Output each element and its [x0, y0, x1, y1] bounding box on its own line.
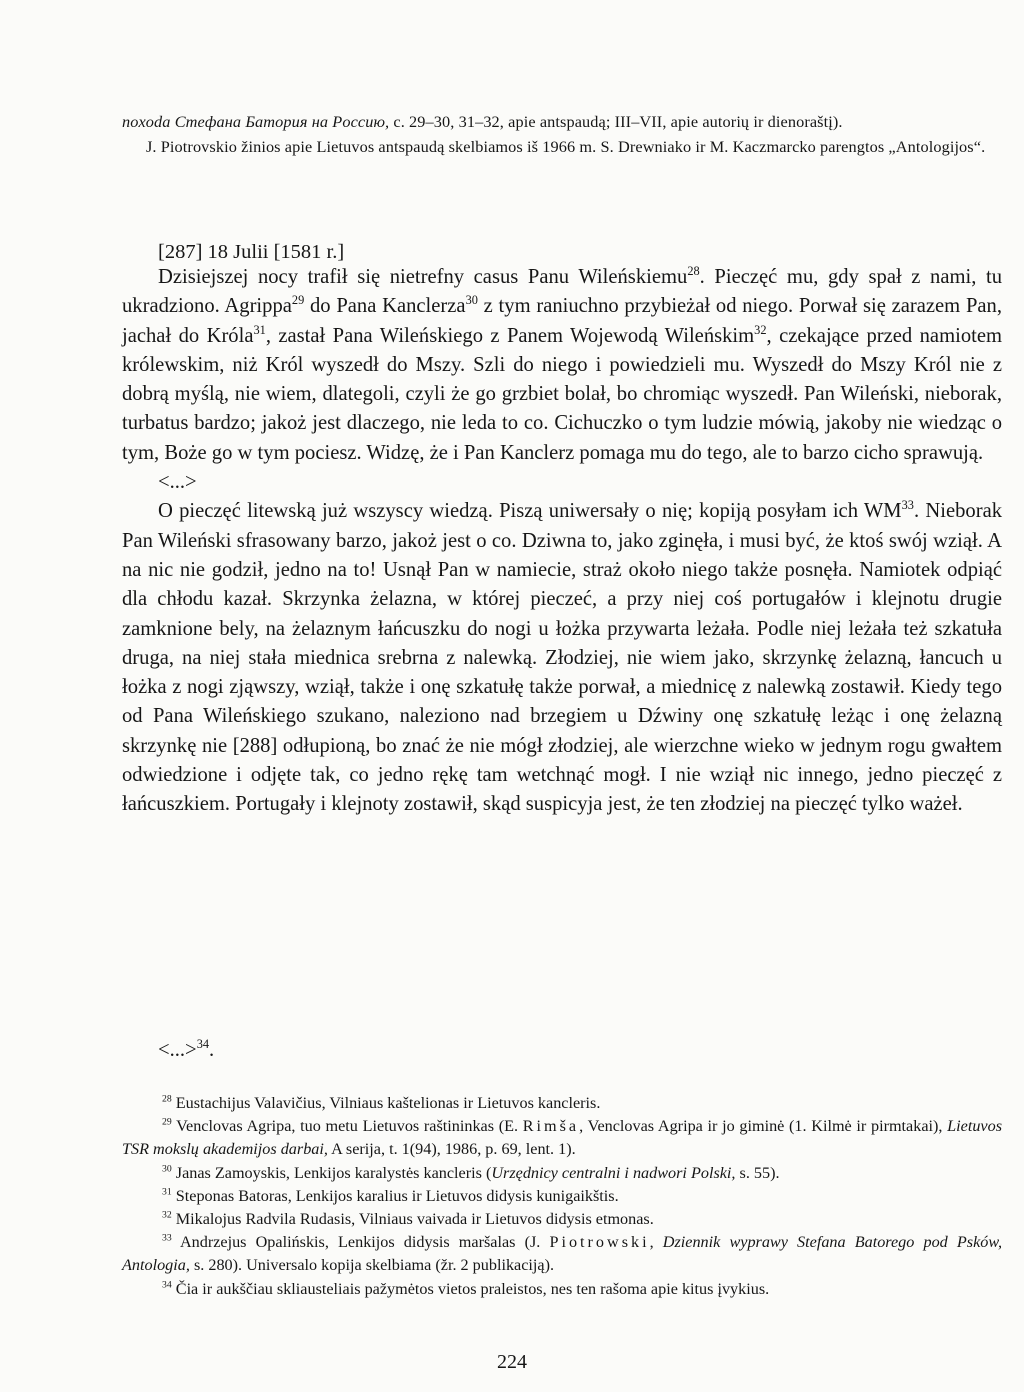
text-run: , czekające przed namiotem królewskim, niż Król wyszedł do Mszy. Szli do niego i powiedzieli mu. Wyszedł do Mszy Król nie z dobrą myślą, nie wiem, dlategoli, czyli że go grzbiet bolał, bo chromiąc wyszedł. Pan Wileński, nieborak, turbatus bardzo; jakoż jest dlaczego, nie leda to co. Cichuczko o tym ludzie mówią, jakoby nie wiedząc o tym, Boże go w tym pociesz. Widzę, że i Pan Kanclerz pomaga mu do tego, ale to barzo cicho sprawują. — [122, 324, 1002, 464]
footnotes — [122, 1092, 1002, 1301]
footnote-ref-28: 28 — [687, 264, 700, 279]
intro-line-1 — [122, 110, 1002, 135]
footnote-ref-32: 32 — [754, 322, 767, 337]
page-number: 224 — [497, 1351, 527, 1373]
footnote-ref-31: 31 — [253, 322, 266, 337]
footnote-34 — [122, 1278, 1002, 1301]
omission-marker-2 — [158, 1036, 214, 1064]
text-run: . Nieborak Pan Wileński sfrasowany barzo, jakoż jest o co. Dziwna to, jako zginęła, i musi być, że ktoś swój wziął. A na nic nie godził, jedno na to! Usnął Pan w namiecie, straż około niego także posnęła. Namiotek odpiąć dla chłodu kazał. Skrzynka żelazna, w której pieczeć, a przy niej coś portugałów i klejnotu drugie zamknione bely, na żelaznym łańcuszku do nogi u łożka przywarta leżała. Podle niej leżała też szkatuła druga, na niej stała miednica srebrna z nalewką. Złodziej, nie wiem jako, skrzynkę żelazną, łancuch u łożka z nogi zjąwszy, wziął, także i onę szkatułę także porwał, a miednicę z nalewką zostawił. Kiedy tego od Pana Wileńskiego szukano, naleziono nad brzegiem u Dźwiny onę szkatułę leżąc i onę żelazną skrzynkę nie [288] odłupioną, bo znać że nie mógł złodziej, ale wierzchne wieko w jednym rogu gwałtem odwiedzione i odjęte tak, co jedno rękę tam wetchnąć mogł. I nie wziął nic innego, jedno pieczęć z łańcuszkiem. Portugały i klejnoty zostawił, skąd suspicyja jest, że ten złodziej na pieczęć tylko ważeł. — [122, 500, 1003, 816]
footnote-29 — [122, 1115, 1002, 1161]
intro-line-1-rest: c. 29–30, 31–32, apie antspaudą; III–VII, apie autorių ir dienoraštį). — [389, 112, 843, 131]
text-run: . Pieczęć mu, gdy spał z nami, tu ukradziono. Agrippa — [122, 266, 1002, 318]
footnote-ref-33: 33 — [901, 498, 914, 513]
footnote-italic-title: Urzędnicy centralni i nadwori Polski, — [491, 1163, 736, 1182]
footnote-italic-title: Dziennik wyprawy Stefana Batorego pod Psków, Antologia, — [122, 1233, 1003, 1275]
text-run: O pieczęć litewską już wszyscy wiedzą. Piszą uniwersały o nię; kopiją posyłam ich WM — [158, 500, 902, 523]
omission-end: . — [209, 1039, 215, 1061]
diary-entry-body — [122, 263, 1002, 820]
omission-text: <...> — [158, 1039, 197, 1061]
intro-line-2: J. Piotrovskio žinios apie Lietuvos antspaudą skelbiamos iš 1966 m. S. Drewniako ir M. Kaczmarcko parengtos „Antologijos“. — [146, 136, 986, 156]
footnote-text: , Venclovas Agripa ir jo giminė (1. Kilmė ir pirmtakai), — [579, 1117, 948, 1136]
text-run: , zastał Pana Wileńskiego z Panem Wojewodą Wileńskim — [265, 324, 755, 347]
footnote-text: Venclovas Agripa, tuo metu Lietuvos raštininkas (E. — [176, 1117, 523, 1136]
footnote-31 — [122, 1185, 1002, 1208]
footnote-number: 33 — [162, 1232, 172, 1244]
omission-marker-1: <...> — [158, 471, 197, 494]
footnote-33 — [122, 1231, 1002, 1277]
footnote-text: Eustachijus Valavičius, Vilniaus kaštelionas ir Lietuvos kancleris. — [175, 1094, 601, 1112]
intro-title-italic: noxoda Cmeфaнa Бamopuя нa Poccuю, — [122, 112, 390, 131]
footnote-30 — [122, 1162, 1002, 1185]
spaced-author-name: Piotrowski — [549, 1233, 650, 1252]
footnote-text: Mikalojus Radvila Rudasis, Vilniaus vaivada ir Lietuvos didysis etmonas. — [175, 1210, 654, 1229]
text-run: do Pana Kanclerza — [304, 295, 466, 318]
footnote-text: s. 280). Universalo kopija skelbiama (žr. 2 publikaciją). — [189, 1256, 555, 1275]
footnote-text: Čia ir aukščiau skliausteliais pažymėtos vietos praleistos, nes ten rašoma apie kitus įvykius. — [175, 1279, 770, 1298]
footnote-ref-29: 29 — [291, 293, 305, 308]
footnote-text: Janas Zamoyskis, Lenkijos karalystės kancleris ( — [175, 1163, 492, 1182]
entry-paragraph-1 — [122, 263, 1002, 468]
footnote-text: Steponas Batoras, Lenkijos karalius ir Lietuvos didysis kunigaikštis. — [175, 1186, 619, 1205]
footnote-32 — [122, 1208, 1002, 1231]
footnote-number: 34 — [162, 1279, 172, 1291]
footnote-text: s. 55). — [735, 1163, 780, 1182]
footnote-28 — [122, 1092, 1002, 1115]
entry-date-heading: [287] 18 Julii [1581 r.] — [158, 241, 345, 263]
footnote-ref-34: 34 — [196, 1037, 210, 1052]
footnote-number: 29 — [162, 1116, 172, 1128]
footnote-italic-title: Lietuvos TSR mokslų akademijos darbai, — [122, 1117, 1003, 1159]
footnote-text: Andrzejus Opalińskis, Lenkijos didysis maršalas (J. — [179, 1233, 550, 1252]
footnote-text: , — [649, 1233, 663, 1252]
footnote-number: 30 — [162, 1163, 172, 1175]
spaced-author-name: Rimša — [522, 1117, 580, 1136]
intro-note — [122, 110, 1002, 159]
text-run: z tym raniuchno przybieżał od niego. Porwał się zarazem Pan, jachał do Króla — [122, 295, 1002, 347]
footnote-text: A serija, t. 1(94), 1986, p. 69, lent. 1). — [327, 1140, 576, 1159]
footnote-number: 28 — [162, 1093, 172, 1105]
footnote-ref-30: 30 — [465, 293, 478, 308]
footnote-number: 32 — [162, 1209, 172, 1221]
footnote-number: 31 — [162, 1186, 172, 1198]
entry-paragraph-2 — [122, 497, 1002, 819]
text-run: Dzisiejszej nocy trafił się nietrefny casus Panu Wileńskiemu — [158, 266, 688, 288]
